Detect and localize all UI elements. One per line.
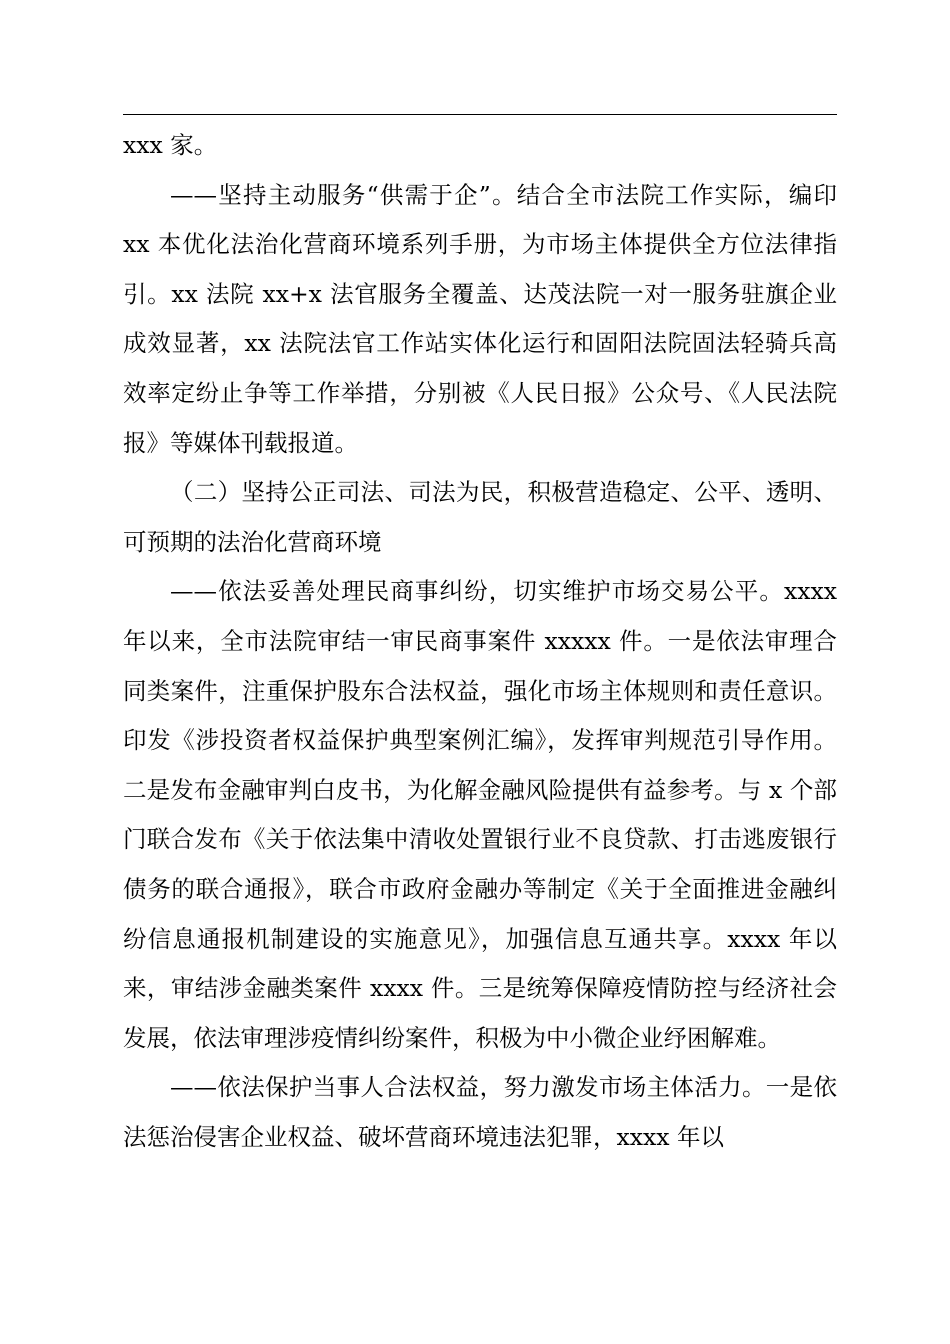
- paragraph-legal-rights: ——依法保护当事人合法权益，努力激发市场主体活力。一是依法惩治侵害企业权益、破坏营商环境违法犯罪，xxxx 年以: [123, 1073, 837, 1151]
- paragraph-civil-commercial: ——依法妥善处理民商事纠纷，切实维护市场交易公平。xxxx 年以来，全市法院审结一审民商事案件 xxxxx 件。一是依法审理合同类案件，注重保护股东合法权益，强化市场主体规则和责任意识。印发《涉投资者权益保护典型案例汇编》，发挥审判规范引导作用。二是发布金融审判白皮书，为化解金融风险提供有益参考。与 x 个部门联合发布《关于依法集中清收处置银行业不良贷款、打击逃废银行债务的联合通报》，联合市政府金融办等制定《关于全面推进金融纠纷信息通报机制建设的实施意见》，加强信息互通共享。xxxx 年以来，审结涉金融类案件 xxxx 件。三是统筹保障疫情防控与经济社会发展，依法审理涉疫情纠纷案件，积极为中小微企业纾困解难。: [123, 577, 837, 1052]
- section-heading-2: （二）坚持公正司法、司法为民，积极营造稳定、公平、透明、可预期的法治化营商环境: [123, 478, 837, 556]
- header-rule: [123, 114, 837, 115]
- paragraph-proactive-service: ——坚持主动服务“供需于企”。结合全市法院工作实际，编印 xx 本优化法治化营商环境系列手册，为市场主体提供全方位法律指引。xx 法院 xx+x 法官服务全覆盖、达茂法院一对一服务驻旗企业成效显著，xx 法院法官工作站实体化运行和固阳法院固法轻骑兵高效率定纷止争等工作举措，分别被《人民日报》公众号、《人民法院报》等媒体刊载报道。: [123, 180, 837, 457]
- document-body: [123, 121, 837, 1162]
- paragraph-continuation: xxx 家。: [123, 131, 218, 159]
